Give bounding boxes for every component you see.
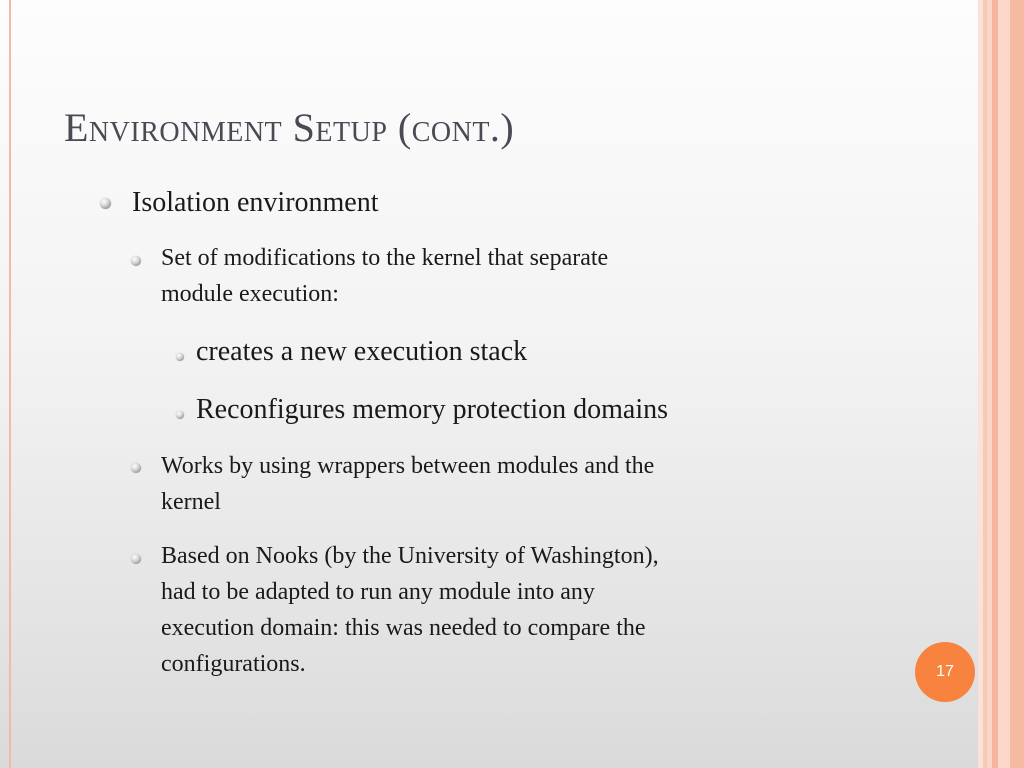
bullet-text-line: Works by using wrappers between modules and the	[161, 453, 655, 479]
bullet-text-line: kernel	[161, 489, 221, 515]
bullet-icon	[131, 256, 141, 266]
bullet-text	[161, 448, 654, 520]
bullet-text-line: configurations.	[161, 651, 306, 677]
slide-title: Environment Setup (cont.)	[64, 105, 515, 150]
bullet-text-line: Set of modifications to the kernel that separate	[161, 245, 609, 271]
bullet-text	[161, 538, 659, 682]
bullet-icon	[176, 353, 184, 361]
bullet-text: Isolation environment	[132, 187, 379, 218]
right-decorative-band	[998, 0, 1010, 768]
bullet-text-line: Based on Nooks (by the University of Washington),	[161, 543, 659, 569]
bullet-icon	[131, 463, 141, 473]
bullet-text-line: execution domain: this was needed to compare the	[161, 615, 646, 641]
right-decorative-band	[1010, 0, 1024, 768]
bullet-icon	[131, 554, 141, 564]
bullet-text	[161, 240, 608, 312]
bullet-text: creates a new execution stack	[196, 336, 528, 367]
bullet-text-line: module execution:	[161, 281, 339, 307]
left-decorative-rule	[9, 0, 11, 768]
bullet-icon	[176, 411, 184, 419]
bullet-text: Reconfigures memory protection domains	[196, 394, 668, 425]
page-number-badge: 17	[915, 642, 975, 702]
bullet-icon	[100, 198, 111, 209]
bullet-text-line: had to be adapted to run any module into any	[161, 579, 595, 605]
